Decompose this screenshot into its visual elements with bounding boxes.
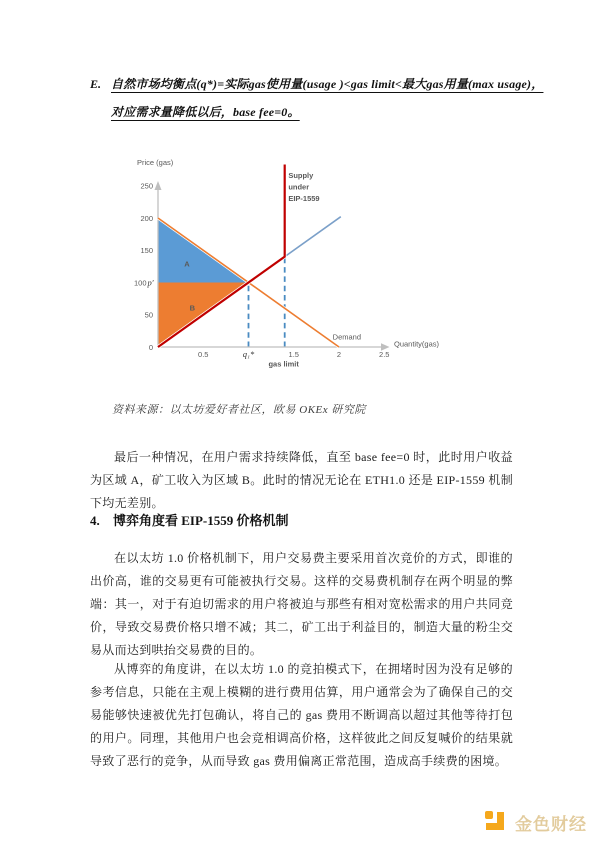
x-tick-2.5: 2.5 [379, 350, 390, 359]
section-number: 4. [90, 513, 100, 528]
supply-demand-chart [115, 150, 455, 380]
heading-e-marker: E. [90, 77, 102, 91]
x-axis-title: Quantity(gas) [394, 339, 440, 349]
equilibrium-quantity-label: q₁* [242, 349, 255, 359]
paragraph-eth1-mechanism: 在以太坊 1.0 价格机制下，用户交易费主要采用首次竞价的方式，即谁的出价高，谁的交易更有可能被执行交易。这样的交易费机制存在两个明显的弊端：其一，对于有迫切需求的用户将被迫与那些有相对宽松需求的用户共同竞价，导致交易费价格只增不减；其二，矿工出于利益目的，制造大量的粉尘交易从而达到哄抬交易费的目的。 [90, 551, 513, 657]
section-title: 博弈角度看 EIP-1559 价格机制 [113, 513, 289, 528]
watermark-text: 金色财经 [515, 815, 587, 834]
price-floor-label: p′ [147, 277, 154, 288]
x-tick-0.5: 0.5 [198, 350, 209, 359]
section-heading-4 [90, 511, 289, 531]
region-label-a: A [184, 259, 190, 269]
figure-source-caption: 资料来源：以太坊爱好者社区，欧易 OKEx 研究院 [112, 404, 366, 416]
heading-case-e [90, 70, 572, 126]
series-line-supply-eth-1-0-extension- [285, 217, 341, 257]
y-tick-100: 100 [133, 278, 147, 288]
y-tick-150: 150 [140, 246, 153, 256]
paragraph-last-case: 最后一种情况，在用户需求持续降低，直至 base fee=0 时，此时用户收益为区域 A，矿工收入为区域 B。此时的情况无论在 ETH1.0 还是 EIP-1559 机制下均无差别。 [90, 450, 513, 510]
x-tick-1.5: 1.5 [288, 350, 299, 359]
y-tick-50: 50 [144, 310, 153, 320]
heading-e-line-1: 自然市场均衡点(q*)=实际gas使用量(usage )<gas limit<最大gas用量(max usage)， [111, 77, 544, 91]
heading-e-text [111, 70, 543, 126]
y-tick-200: 200 [140, 213, 153, 223]
jinse-logo-icon [483, 808, 510, 837]
region-label-b: B [189, 303, 196, 313]
y-axis-arrow [155, 181, 162, 190]
series-label-supply-under-eip-1559: Supply [288, 171, 314, 181]
series-label-demand: Demand [332, 332, 362, 342]
paragraph-game-theory: 从博弈的角度讲，在以太坊 1.0 的竞拍模式下，在拥堵时因为没有足够的参考信息，只能在主观上模糊的进行费用估算，用户通常会为了确保自己的交易能够快速被优先打包确认，将自己的 gas 费用不断调高以超过其他等待打包的用户。同理，其他用户也会竞相调高价格，这样彼此之间反复喊价的结果就导致了恶行的竞争，从而导致 gas 费用偏离正常范围，造成高手续费的困境。 [90, 662, 513, 768]
gas-limit-label: gas limit [268, 359, 299, 369]
series-label-supply-under-eip-1559: EIP-1559 [288, 194, 320, 204]
y-tick-250: 250 [140, 181, 153, 191]
series-label-supply-under-eip-1559: under [288, 182, 310, 192]
supply-demand-figure [115, 150, 455, 380]
x-tick-2: 2 [336, 350, 342, 359]
watermark [483, 808, 587, 837]
y-tick-0: 0 [148, 342, 153, 352]
heading-e-line-2: 对应需求量降低以后，base fee=0。 [111, 105, 300, 119]
y-axis-title: Price (gas) [137, 158, 174, 167]
